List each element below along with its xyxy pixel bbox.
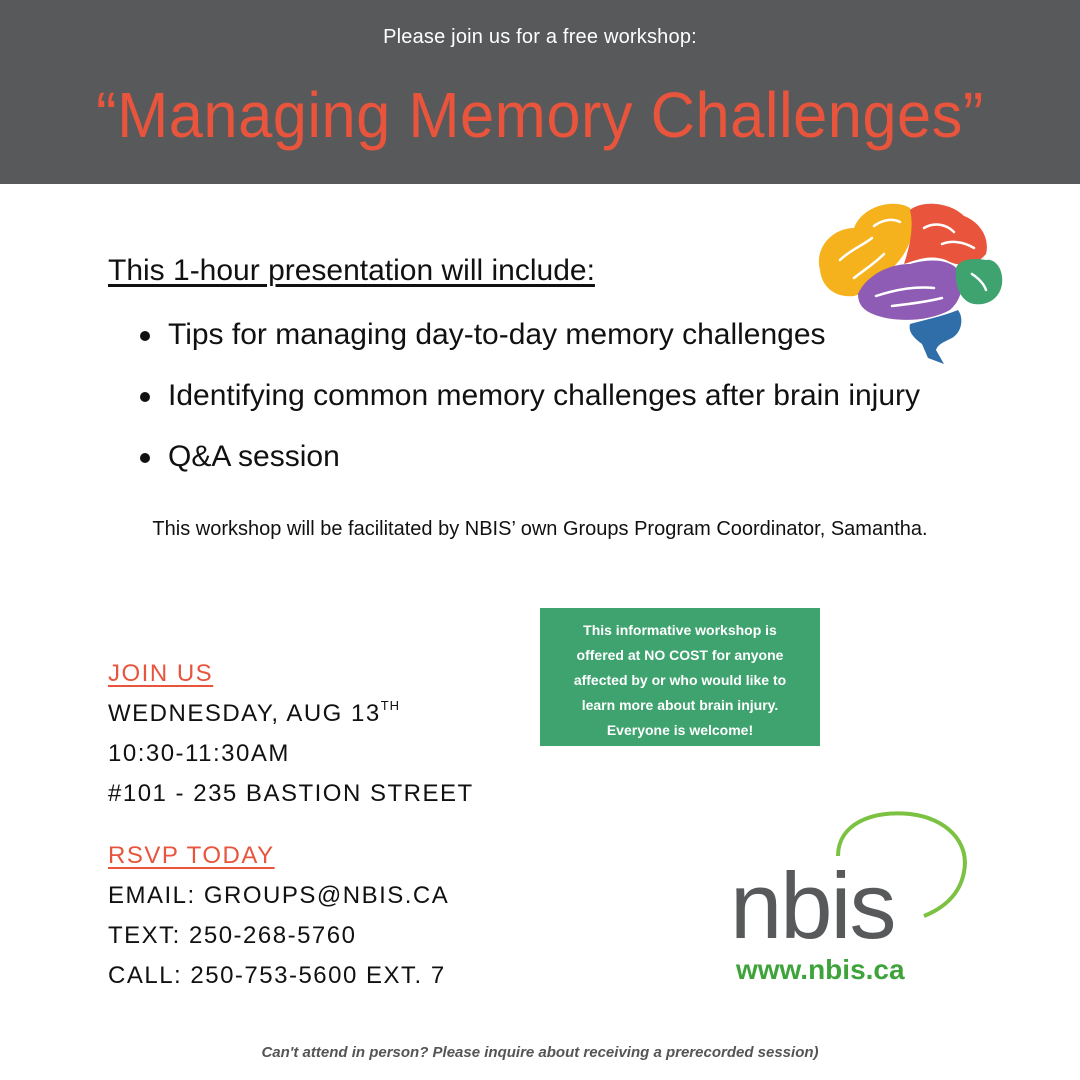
event-date: [108, 694, 474, 734]
rsvp-text[interactable]: TEXT: 250-268-5760: [108, 922, 357, 949]
notice-line: This informative workshop is: [583, 622, 777, 638]
event-date-text: WEDNESDAY, AUG 13: [108, 700, 381, 727]
presentation-topics: [108, 314, 920, 497]
rsvp-call[interactable]: CALL: 250-753-5600 EXT. 7: [108, 962, 446, 989]
brain-icon: [814, 198, 1008, 366]
logo-wordmark: nbis: [730, 853, 895, 958]
workshop-title: “Managing Memory Challenges”: [96, 79, 984, 151]
nbis-logo: [724, 808, 974, 988]
join-heading: JOIN US: [108, 660, 214, 687]
presentation-intro: This 1-hour presentation will include:: [108, 254, 595, 287]
website-link[interactable]: www.nbis.ca: [736, 954, 905, 985]
rsvp-heading: RSVP TODAY: [108, 842, 275, 869]
header-banner: [0, 0, 1080, 184]
event-location: #101 - 235 BASTION STREET: [108, 780, 474, 807]
rsvp-section: [108, 836, 449, 996]
topic-item: Identifying common memory challenges after brain injury: [108, 375, 920, 436]
date-suffix: TH: [380, 698, 401, 713]
header-subtitle: Please join us for a free workshop:: [383, 26, 697, 48]
notice-line: Everyone is welcome!: [606, 722, 754, 738]
event-time: 10:30-11:30AM: [108, 740, 290, 767]
rsvp-email[interactable]: EMAIL: GROUPS@NBIS.CA: [108, 882, 450, 909]
topic-item: Tips for managing day-to-day memory challenges: [108, 314, 920, 375]
footer-note: Can't attend in person? Please inquire about receiving a prerecorded session): [261, 1044, 819, 1061]
notice-line: learn more about brain injury.: [581, 697, 779, 713]
no-cost-notice: [540, 608, 820, 746]
join-section: [108, 654, 474, 814]
brain-occipital-lobe: [956, 259, 1003, 304]
brain-parietal-lobe: [904, 204, 987, 265]
notice-line: offered at NO COST for anyone: [576, 647, 784, 663]
facilitator-note: This workshop will be facilitated by NBIS’ own Groups Program Coordinator, Samantha.: [152, 518, 928, 540]
topic-item: Q&A session: [108, 436, 920, 497]
notice-line: affected by or who would like to: [573, 672, 787, 688]
